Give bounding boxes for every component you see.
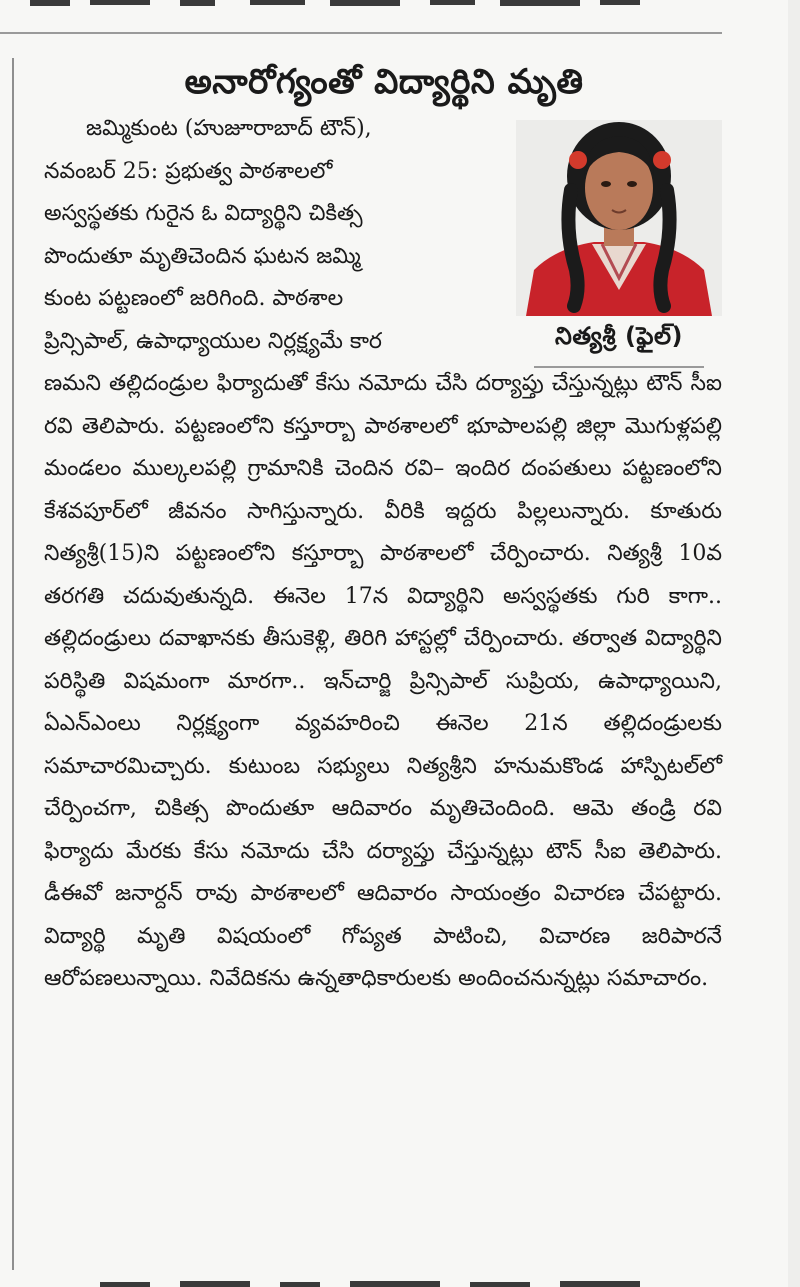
headline: అనారోగ్యంతో విద్యార్థిని మృతి — [184, 62, 584, 102]
body-line: కుంట పట్టణంలో జరిగింది. పాఠశాల — [44, 286, 344, 311]
body-line: అస్వస్థతకు గురైన ఓ విద్యార్థిని చికిత్స — [44, 201, 363, 226]
body-line: నవంబర్ 25: ప్రభుత్వ పాఠశాలలో — [44, 158, 333, 184]
news-article — [44, 58, 724, 1001]
body-continuation: ణమని తల్లిదండ్రుల ఫిర్యాదుతో కేసు నమోదు చేసి దర్యాప్తు చేస్తున్నట్లు టౌన్ సీఐ రవి తెలిపారు. పట్టణంలోని కస్తూర్బా పాఠశాలలో భూపాలపల్లి జిల్లా మొగుళ్లపల్లి మండలం ముల్కలపల్లి గ్రామానికి చెందిన రవి– ఇందిర దంపతులు పట్టణంలోని కేశవపూర్‌లో జీవనం సాగిస్తున్నారు. వీరికి ఇద్దరు పిల్లలున్నారు. కూతురు నిత్యశ్రీ(15)ని పట్టణంలోని కస్తూర్బా పాఠశాలలో చేర్పించారు. నిత్యశ్రీ 10వ తరగతి చదువుతున్నది. ఈనెల 17న విద్యార్థిని అస్వస్థతకు గురి కాగా.. తల్లిదండ్రులు దవాఖానకు తీసుకెళ్లి, తిరిగి హాస్టల్లో చేర్పించారు. తర్వాత విద్యార్థిని పరిస్థితి విషమంగా మారగా.. ఇన్‌చార్జి ప్రిన్సిపాల్ సుప్రియ, ఉపాధ్యాయిని, ఏఎన్‌ఎంలు నిర్లక్ష్యంగా వ్యవహరించి ఈనెల 21న తల్లిదండ్రులకు సమాచారమిచ్చారు. కుటుంబ సభ్యులు నిత్యశ్రీని హనుమకొండ హాస్పిటల్‌లో చేర్పించగా, చికిత్స పొందుతూ ఆదివారం మృతిచెందింది. ఆమె తండ్రి రవి ఫిర్యాదు మేరకు కేసు నమోదు చేసి దర్యాప్తు చేస్తున్నట్లు టౌన్ సీఐ తెలిపారు. డీఈవో జనార్దన్ రావు పాఠశాలలో ఆదివారం సాయంత్రం విచారణ చేపట్టారు. విద్యార్థి మృతి విషయంలో గోప్యత పాటించి, విచారణ జరిపారనే ఆరోపణలున్నాయి. నివేదికను ఉన్నతాధికారులకు అందించనున్నట్లు సమాచారం. — [44, 371, 722, 991]
cut-text-fragment — [40, 1272, 720, 1287]
body-line: పొందుతూ మృతిచెందిన ఘటన జమ్మి — [44, 243, 361, 269]
caption-rule — [534, 366, 704, 368]
page-edge — [788, 0, 800, 1287]
section-divider — [0, 32, 722, 34]
student-photo — [516, 120, 722, 316]
body-line: జమ్మికుంట (హుజూరాబాద్ టౌన్), — [86, 116, 372, 141]
previous-article-cutoff — [0, 0, 720, 22]
next-article-cutoff — [40, 1272, 720, 1287]
photo-block — [516, 120, 722, 368]
cut-text-fragment — [0, 0, 720, 22]
body-line: ప్రిన్సిపాల్, ఉపాధ్యాయుల నిర్లక్ష్యమే కార — [44, 328, 382, 354]
photo-caption: నిత్యశ్రీ (ఫైల్) — [555, 322, 683, 350]
column-rule — [12, 58, 14, 1270]
student-portrait-icon — [516, 120, 722, 316]
